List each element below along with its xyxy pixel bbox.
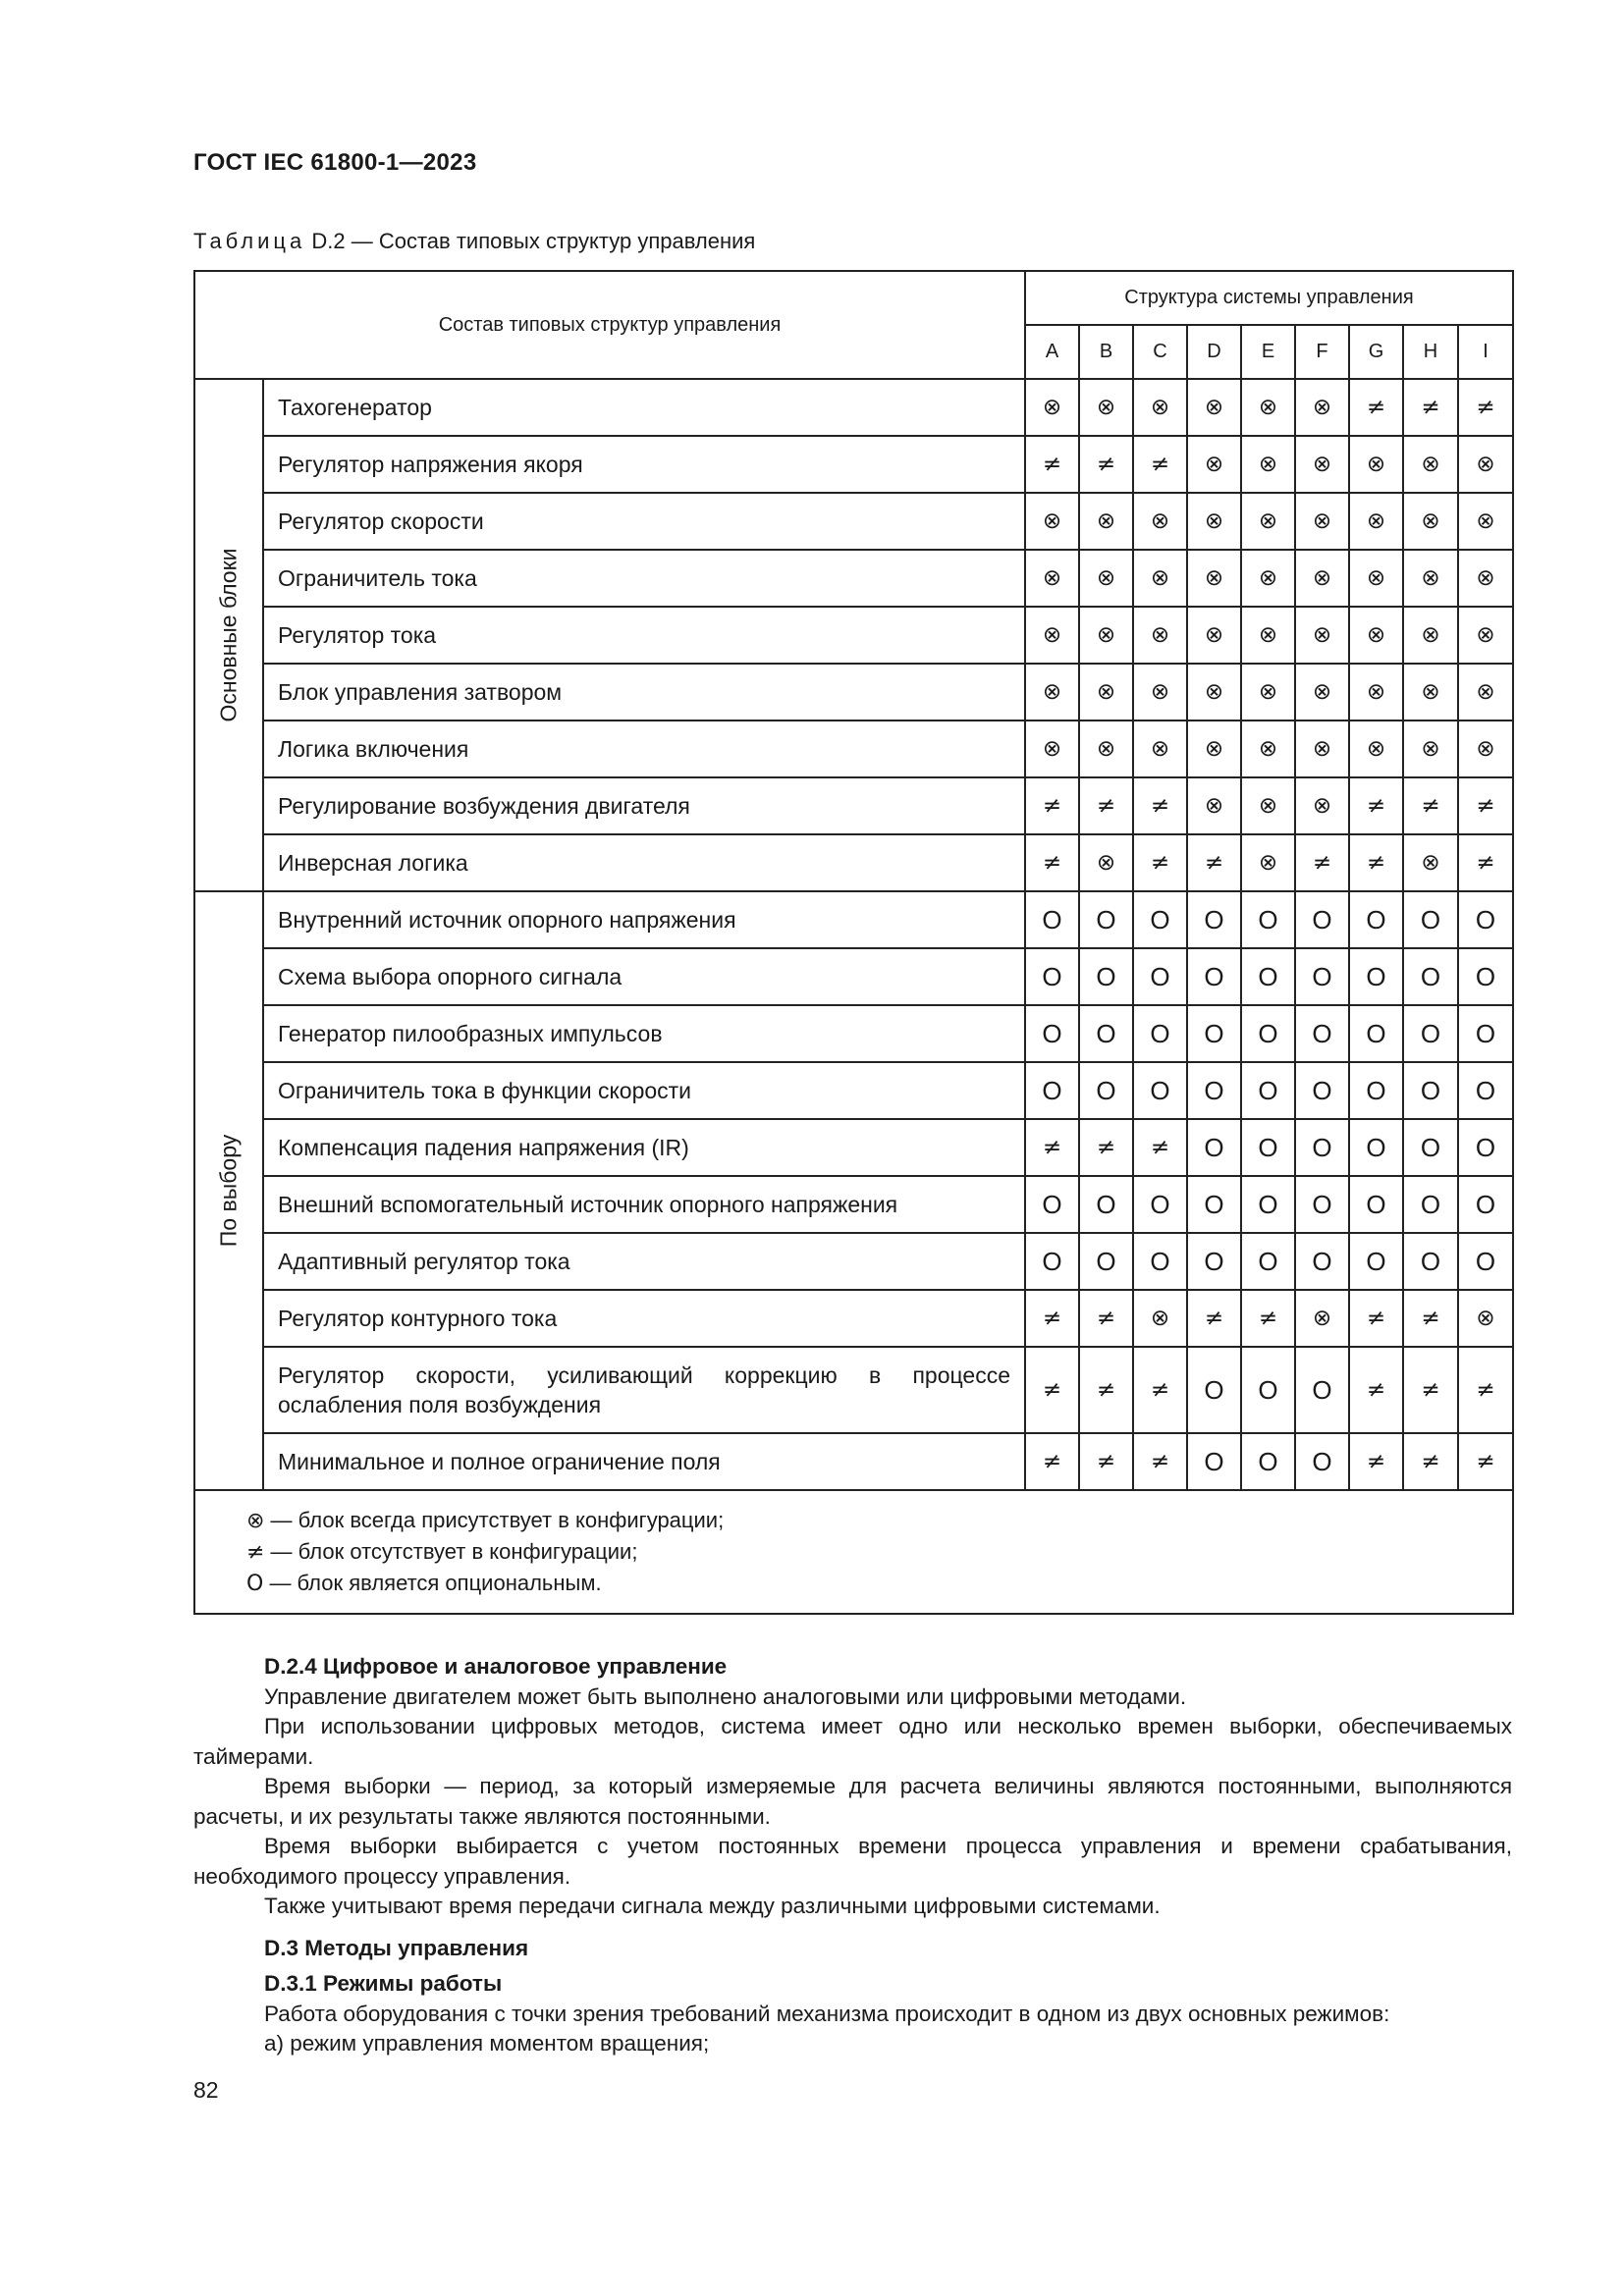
structure-cell-b: ≠ — [1079, 1119, 1133, 1176]
structure-cell-i: ⊗ — [1458, 550, 1513, 607]
structure-cell-c: ⊗ — [1133, 493, 1187, 550]
structure-cell-a: ≠ — [1025, 1347, 1079, 1433]
table-row — [194, 550, 1513, 607]
structure-cell-g: ⊗ — [1349, 550, 1403, 607]
structure-cell-h: ⊗ — [1403, 664, 1458, 721]
legend-item — [246, 1505, 1512, 1536]
legend-text: — блок отсутствует в конфигурации; — [264, 1539, 638, 1564]
structure-cell-h: ≠ — [1403, 1347, 1458, 1433]
structure-cell-c: ⊗ — [1133, 721, 1187, 777]
structure-cell-b: ≠ — [1079, 1347, 1133, 1433]
structure-cell-b: ⊗ — [1079, 550, 1133, 607]
structure-cell-a: ≠ — [1025, 1433, 1079, 1490]
structure-cell-g: O — [1349, 1176, 1403, 1233]
structure-cell-e: ⊗ — [1241, 834, 1295, 891]
structure-cell-e: O — [1241, 891, 1295, 948]
structure-cell-e: ⊗ — [1241, 777, 1295, 834]
structure-cell-e: O — [1241, 1119, 1295, 1176]
structure-cell-f: O — [1295, 891, 1349, 948]
legend-symbol: ⊗ — [246, 1509, 265, 1533]
table-row — [194, 379, 1513, 436]
structure-cell-b: ≠ — [1079, 1290, 1133, 1347]
row-group-cell — [194, 379, 263, 891]
structure-cell-g: ≠ — [1349, 1347, 1403, 1433]
structure-cell-d: ≠ — [1187, 834, 1241, 891]
structure-cell-f: ⊗ — [1295, 721, 1349, 777]
block-name-cell: Внешний вспомогательный источник опорного напряжения — [263, 1176, 1025, 1233]
structure-cell-b: O — [1079, 891, 1133, 948]
structure-cell-h: ⊗ — [1403, 550, 1458, 607]
structure-cell-c: ≠ — [1133, 436, 1187, 493]
structure-cell-h: O — [1403, 1119, 1458, 1176]
structure-cell-a: O — [1025, 891, 1079, 948]
block-name-cell: Генератор пилообразных импульсов — [263, 1005, 1025, 1062]
table-row — [194, 1233, 1513, 1290]
paragraph: Работа оборудования с точки зрения требований механизма происходит в одном из двух основных режимов: — [264, 2001, 1390, 2026]
table-legend — [194, 1490, 1513, 1614]
structure-cell-h: ⊗ — [1403, 607, 1458, 664]
structure-cell-h: ≠ — [1403, 1290, 1458, 1347]
structure-cell-h: O — [1403, 1233, 1458, 1290]
structure-cell-g: ⊗ — [1349, 493, 1403, 550]
structure-cell-c: ≠ — [1133, 1119, 1187, 1176]
structure-cell-i: ⊗ — [1458, 436, 1513, 493]
structure-cell-f: O — [1295, 1005, 1349, 1062]
structure-cell-g: O — [1349, 891, 1403, 948]
structure-cell-h: O — [1403, 1176, 1458, 1233]
block-name-cell: Тахогенератор — [263, 379, 1025, 436]
table-row — [194, 436, 1513, 493]
structure-cell-g: ⊗ — [1349, 436, 1403, 493]
structure-cell-i: ≠ — [1458, 379, 1513, 436]
structure-cell-a: ≠ — [1025, 1290, 1079, 1347]
block-name-cell: Схема выбора опорного сигнала — [263, 948, 1025, 1005]
structure-cell-a: ⊗ — [1025, 607, 1079, 664]
structure-cell-f: O — [1295, 1062, 1349, 1119]
structure-cell-f: O — [1295, 948, 1349, 1005]
structure-cell-g: ≠ — [1349, 1433, 1403, 1490]
structure-cell-c: O — [1133, 1176, 1187, 1233]
structure-cell-b: O — [1079, 1005, 1133, 1062]
structure-cell-c: ⊗ — [1133, 379, 1187, 436]
structure-cell-b: ⊗ — [1079, 721, 1133, 777]
table-row — [194, 1005, 1513, 1062]
structure-cell-g: O — [1349, 1119, 1403, 1176]
row-group-cell — [194, 891, 263, 1490]
structure-cell-e: O — [1241, 1062, 1295, 1119]
legend-item — [246, 1568, 1512, 1599]
structure-cell-c: O — [1133, 891, 1187, 948]
structure-cell-a: O — [1025, 948, 1079, 1005]
structure-cell-a: ⊗ — [1025, 379, 1079, 436]
structure-cell-e: ⊗ — [1241, 721, 1295, 777]
structure-cell-b: O — [1079, 1233, 1133, 1290]
legend-symbol: ≠ — [246, 1540, 265, 1565]
structure-cell-c: ⊗ — [1133, 607, 1187, 664]
structure-cell-i: ⊗ — [1458, 721, 1513, 777]
section-d3-heading: D.3 Методы управления — [264, 1935, 529, 1960]
structure-cell-a: ≠ — [1025, 436, 1079, 493]
structure-cell-g: O — [1349, 948, 1403, 1005]
list-item: a) режим управления моментом вращения; — [264, 2031, 710, 2056]
paragraph: При использовании цифровых методов, система имеет одно или несколько времен выборки, обеспечиваемых таймерами. — [193, 1714, 1512, 1769]
column-header-structure-group: Структура системы управления — [1025, 271, 1513, 325]
column-header-i: I — [1458, 325, 1513, 379]
structure-cell-g: ≠ — [1349, 379, 1403, 436]
structure-cell-h: ⊗ — [1403, 436, 1458, 493]
paragraph: Также учитывают время передачи сигнала между различными цифровыми системами. — [264, 1894, 1161, 1918]
structure-cell-g: ≠ — [1349, 1290, 1403, 1347]
block-name-cell: Регулятор скорости — [263, 493, 1025, 550]
table-row — [194, 664, 1513, 721]
structure-cell-d: O — [1187, 1347, 1241, 1433]
legend-text: — блок всегда присутствует в конфигурации; — [264, 1508, 725, 1532]
structure-cell-c: O — [1133, 948, 1187, 1005]
structure-cell-f: O — [1295, 1347, 1349, 1433]
structure-cell-b: ≠ — [1079, 436, 1133, 493]
structure-cell-d: ⊗ — [1187, 664, 1241, 721]
structure-cell-i: O — [1458, 1119, 1513, 1176]
structure-cell-d: O — [1187, 1005, 1241, 1062]
structure-cell-f: O — [1295, 1433, 1349, 1490]
structure-cell-d: O — [1187, 1119, 1241, 1176]
table-row — [194, 607, 1513, 664]
structure-cell-a: ≠ — [1025, 834, 1079, 891]
table-row — [194, 1347, 1513, 1433]
section-d24-heading: D.2.4 Цифровое и аналоговое управление — [264, 1654, 728, 1679]
structure-cell-b: ⊗ — [1079, 834, 1133, 891]
structure-cell-b: O — [1079, 1176, 1133, 1233]
table-row — [194, 777, 1513, 834]
table-caption — [193, 229, 755, 254]
structure-cell-c: ⊗ — [1133, 550, 1187, 607]
structure-cell-e: ⊗ — [1241, 664, 1295, 721]
structure-cell-d: ≠ — [1187, 1290, 1241, 1347]
structure-cell-i: ⊗ — [1458, 493, 1513, 550]
block-name-cell: Компенсация падения напряжения (IR) — [263, 1119, 1025, 1176]
structure-cell-h: O — [1403, 891, 1458, 948]
structure-cell-c: ⊗ — [1133, 1290, 1187, 1347]
structure-cell-c: ≠ — [1133, 834, 1187, 891]
structure-cell-d: ⊗ — [1187, 777, 1241, 834]
table-row — [194, 493, 1513, 550]
structure-cell-c: O — [1133, 1062, 1187, 1119]
table-row — [194, 948, 1513, 1005]
table-header-row — [194, 271, 1513, 325]
structure-cell-f: ⊗ — [1295, 436, 1349, 493]
section-d31-heading: D.3.1 Режимы работы — [264, 1971, 503, 1996]
column-header-d: D — [1187, 325, 1241, 379]
table-row — [194, 721, 1513, 777]
block-name-cell: Инверсная логика — [263, 834, 1025, 891]
block-name-cell: Регулятор контурного тока — [263, 1290, 1025, 1347]
document-header-title: ГОСТ IEC 61800-1—2023 — [193, 149, 477, 176]
table-row — [194, 1433, 1513, 1490]
structure-cell-f: ⊗ — [1295, 777, 1349, 834]
column-header-h: H — [1403, 325, 1458, 379]
table-row — [194, 1062, 1513, 1119]
column-header-b: B — [1079, 325, 1133, 379]
structure-cell-d: ⊗ — [1187, 550, 1241, 607]
block-name-cell: Ограничитель тока в функции скорости — [263, 1062, 1025, 1119]
structure-cell-a: O — [1025, 1005, 1079, 1062]
structure-cell-a: O — [1025, 1176, 1079, 1233]
table-row — [194, 1290, 1513, 1347]
structure-cell-i: O — [1458, 948, 1513, 1005]
structure-cell-h: ≠ — [1403, 1433, 1458, 1490]
structure-cell-i: O — [1458, 1176, 1513, 1233]
structure-cell-d: O — [1187, 1233, 1241, 1290]
table-caption-text: D.2 — Состав типовых структур управления — [311, 229, 756, 253]
table-row — [194, 1119, 1513, 1176]
structure-cell-f: ⊗ — [1295, 664, 1349, 721]
structure-cell-f: O — [1295, 1119, 1349, 1176]
structure-cell-c: O — [1133, 1005, 1187, 1062]
structure-cell-a: ⊗ — [1025, 550, 1079, 607]
structure-cell-d: ⊗ — [1187, 379, 1241, 436]
table-row — [194, 834, 1513, 891]
structure-cell-f: ⊗ — [1295, 493, 1349, 550]
structure-cell-b: ⊗ — [1079, 493, 1133, 550]
structure-cell-i: ⊗ — [1458, 1290, 1513, 1347]
structure-cell-e: ⊗ — [1241, 607, 1295, 664]
structure-cell-e: O — [1241, 1433, 1295, 1490]
structure-cell-a: ⊗ — [1025, 721, 1079, 777]
structure-cell-i: ⊗ — [1458, 607, 1513, 664]
legend-symbol: O — [246, 1572, 264, 1596]
structure-cell-e: ⊗ — [1241, 493, 1295, 550]
structure-cell-a: ⊗ — [1025, 664, 1079, 721]
structure-cell-i: ≠ — [1458, 777, 1513, 834]
paragraph: Время выборки — период, за который измеряемые для расчета величины являются постоянными, выполняются расчеты, и их результаты также являются постоянными. — [193, 1774, 1512, 1829]
table-row — [194, 1176, 1513, 1233]
structure-cell-b: ≠ — [1079, 777, 1133, 834]
legend-row — [194, 1490, 1513, 1614]
row-group-label: По выбору — [215, 1134, 242, 1248]
structure-cell-f: O — [1295, 1233, 1349, 1290]
structure-cell-e: ⊗ — [1241, 379, 1295, 436]
control-structures-table — [193, 270, 1514, 1615]
block-name-cell: Регулятор тока — [263, 607, 1025, 664]
block-name-cell: Регулятор скорости, усиливающий коррекцию в процессе ослабления поля возбуждения — [263, 1347, 1025, 1433]
structure-cell-f: ≠ — [1295, 834, 1349, 891]
table-row — [194, 891, 1513, 948]
column-header-c: C — [1133, 325, 1187, 379]
structure-cell-g: ≠ — [1349, 777, 1403, 834]
block-name-cell: Внутренний источник опорного напряжения — [263, 891, 1025, 948]
structure-cell-b: ⊗ — [1079, 607, 1133, 664]
legend-text: — блок является опциональным. — [263, 1571, 602, 1595]
block-name-cell: Ограничитель тока — [263, 550, 1025, 607]
structure-cell-e: O — [1241, 948, 1295, 1005]
structure-cell-d: ⊗ — [1187, 607, 1241, 664]
block-name-cell: Регулирование возбуждения двигателя — [263, 777, 1025, 834]
structure-cell-d: O — [1187, 1062, 1241, 1119]
structure-cell-i: ⊗ — [1458, 664, 1513, 721]
structure-cell-a: O — [1025, 1233, 1079, 1290]
structure-cell-h: ⊗ — [1403, 493, 1458, 550]
block-name-cell: Логика включения — [263, 721, 1025, 777]
paragraph: Управление двигателем может быть выполнено аналоговыми или цифровыми методами. — [264, 1683, 1187, 1709]
structure-cell-h: ≠ — [1403, 777, 1458, 834]
column-header-e: E — [1241, 325, 1295, 379]
structure-cell-e: ⊗ — [1241, 436, 1295, 493]
structure-cell-a: ⊗ — [1025, 493, 1079, 550]
structure-cell-e: O — [1241, 1005, 1295, 1062]
structure-cell-h: O — [1403, 1005, 1458, 1062]
structure-cell-f: O — [1295, 1176, 1349, 1233]
structure-cell-d: ⊗ — [1187, 436, 1241, 493]
structure-cell-f: ⊗ — [1295, 379, 1349, 436]
structure-cell-i: O — [1458, 891, 1513, 948]
structure-cell-h: O — [1403, 948, 1458, 1005]
structure-cell-a: ≠ — [1025, 1119, 1079, 1176]
structure-cell-a: O — [1025, 1062, 1079, 1119]
structure-cell-i: ≠ — [1458, 1433, 1513, 1490]
block-name-cell: Адаптивный регулятор тока — [263, 1233, 1025, 1290]
structure-cell-a: ≠ — [1025, 777, 1079, 834]
structure-cell-e: ≠ — [1241, 1290, 1295, 1347]
table-caption-label: Таблица — [193, 229, 306, 253]
column-header-g: G — [1349, 325, 1403, 379]
structure-cell-b: ⊗ — [1079, 664, 1133, 721]
structure-cell-h: ≠ — [1403, 379, 1458, 436]
structure-cell-b: ≠ — [1079, 1433, 1133, 1490]
structure-cell-i: O — [1458, 1233, 1513, 1290]
structure-cell-e: O — [1241, 1233, 1295, 1290]
column-header-composition: Состав типовых структур управления — [194, 271, 1025, 379]
structure-cell-c: O — [1133, 1233, 1187, 1290]
structure-cell-i: ≠ — [1458, 1347, 1513, 1433]
structure-cell-d: O — [1187, 1433, 1241, 1490]
column-header-f: F — [1295, 325, 1349, 379]
structure-cell-g: ≠ — [1349, 834, 1403, 891]
structure-cell-h: ⊗ — [1403, 834, 1458, 891]
page-number: 82 — [193, 2077, 219, 2103]
block-name-cell: Блок управления затвором — [263, 664, 1025, 721]
paragraph: Время выборки выбирается с учетом постоянных времени процесса управления и времени срабатывания, необходимого процессу управления. — [193, 1834, 1512, 1889]
column-header-a: A — [1025, 325, 1079, 379]
structure-cell-c: ≠ — [1133, 1347, 1187, 1433]
structure-cell-b: ⊗ — [1079, 379, 1133, 436]
row-group-label: Основные блоки — [215, 548, 242, 722]
block-name-cell: Минимальное и полное ограничение поля — [263, 1433, 1025, 1490]
structure-cell-h: O — [1403, 1062, 1458, 1119]
structure-cell-d: ⊗ — [1187, 721, 1241, 777]
structure-cell-b: O — [1079, 1062, 1133, 1119]
structure-cell-i: ≠ — [1458, 834, 1513, 891]
structure-cell-f: ⊗ — [1295, 607, 1349, 664]
structure-cell-d: O — [1187, 1176, 1241, 1233]
structure-cell-e: O — [1241, 1347, 1295, 1433]
structure-cell-e: ⊗ — [1241, 550, 1295, 607]
structure-cell-i: O — [1458, 1005, 1513, 1062]
structure-cell-g: O — [1349, 1233, 1403, 1290]
structure-cell-b: O — [1079, 948, 1133, 1005]
structure-cell-h: ⊗ — [1403, 721, 1458, 777]
legend-item — [246, 1536, 1512, 1568]
structure-cell-d: ⊗ — [1187, 493, 1241, 550]
structure-cell-d: O — [1187, 948, 1241, 1005]
structure-cell-f: ⊗ — [1295, 550, 1349, 607]
body-text — [193, 1652, 1512, 2059]
structure-cell-c: ≠ — [1133, 1433, 1187, 1490]
structure-cell-d: O — [1187, 891, 1241, 948]
structure-cell-g: O — [1349, 1062, 1403, 1119]
block-name-cell: Регулятор напряжения якоря — [263, 436, 1025, 493]
structure-cell-g: ⊗ — [1349, 607, 1403, 664]
structure-cell-c: ≠ — [1133, 777, 1187, 834]
table-body — [194, 379, 1513, 1490]
structure-cell-f: ⊗ — [1295, 1290, 1349, 1347]
structure-cell-g: O — [1349, 1005, 1403, 1062]
structure-cell-i: O — [1458, 1062, 1513, 1119]
structure-cell-c: ⊗ — [1133, 664, 1187, 721]
structure-cell-g: ⊗ — [1349, 664, 1403, 721]
structure-cell-e: O — [1241, 1176, 1295, 1233]
structure-cell-g: ⊗ — [1349, 721, 1403, 777]
